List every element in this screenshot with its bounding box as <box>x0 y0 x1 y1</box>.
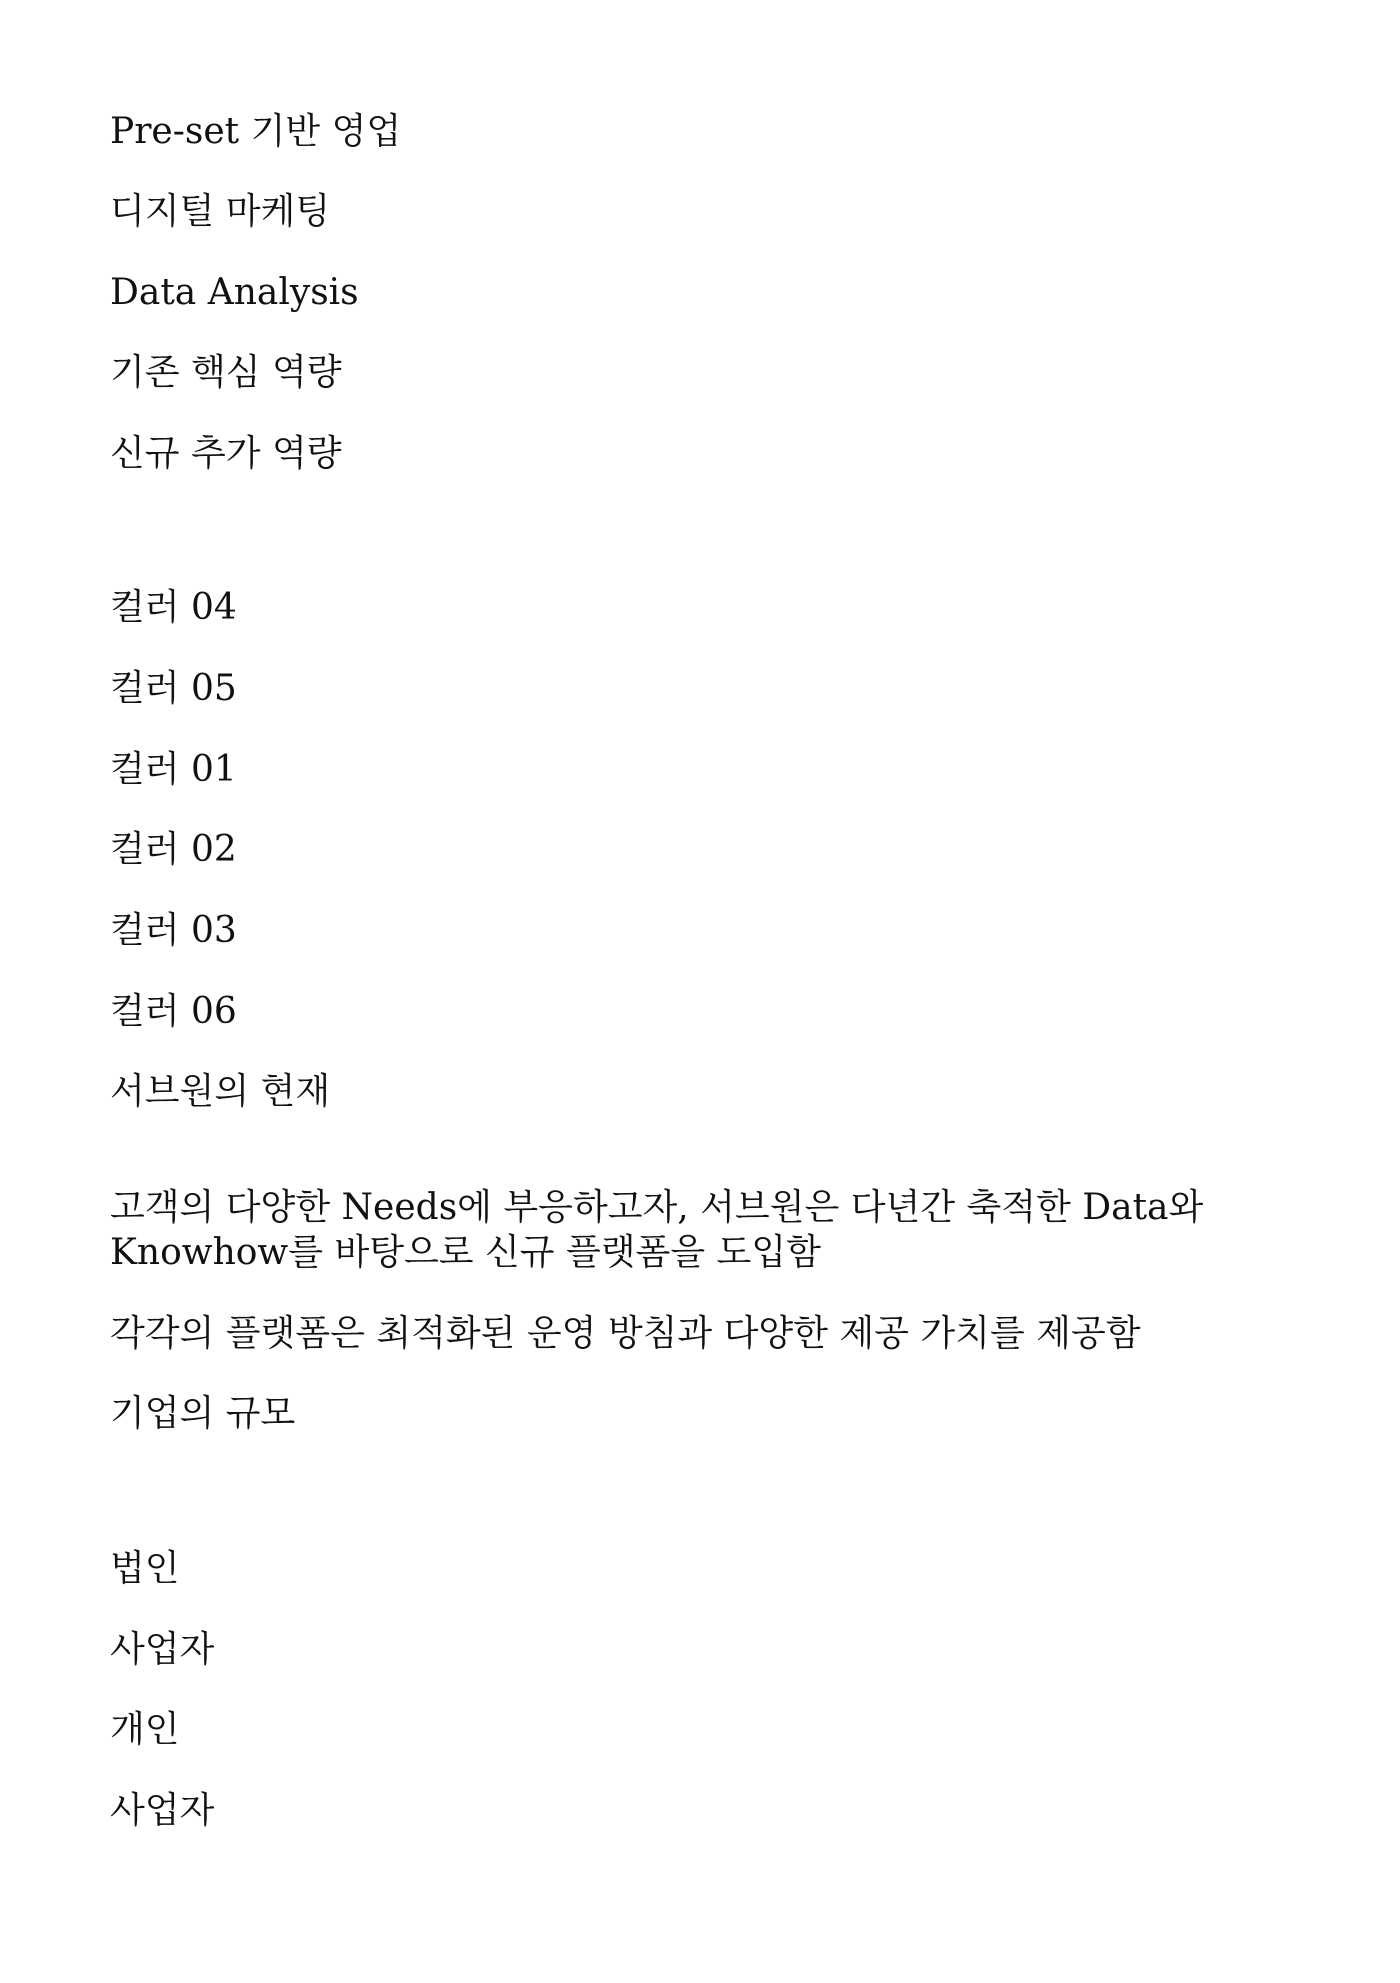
paragraph-platform-values: 각각의 플랫폼은 최적화된 운영 방침과 다양한 제공 가치를 제공함 <box>110 1313 1141 1354</box>
paragraph-needs-line-1: 고객의 다양한 Needs에 부응하고자, 서브원은 다년간 축적한 Data와 <box>110 1187 1204 1228</box>
text-line-color-04: 컬러 04 <box>110 587 237 628</box>
paragraph-needs-line-2: Knowhow를 바탕으로 신규 플랫폼을 도입함 <box>110 1232 821 1273</box>
text-line-company-size: 기업의 규모 <box>110 1393 296 1434</box>
text-line-color-01: 컬러 01 <box>110 749 237 790</box>
text-line-corporation: 법인 <box>110 1548 180 1589</box>
text-line-business-owner-1: 사업자 <box>110 1629 215 1670</box>
text-line-serveone-present: 서브원의 현재 <box>110 1071 331 1112</box>
text-line-color-03: 컬러 03 <box>110 910 237 951</box>
text-line-data-analysis: Data Analysis <box>110 272 359 313</box>
text-line-existing-core-capability: 기존 핵심 역량 <box>110 352 342 393</box>
text-line-preset-sales: Pre-set 기반 영업 <box>110 111 402 152</box>
text-line-business-owner-2: 사업자 <box>110 1790 215 1831</box>
text-line-individual: 개인 <box>110 1709 180 1750</box>
text-line-color-02: 컬러 02 <box>110 829 237 870</box>
text-line-new-added-capability: 신규 추가 역량 <box>110 433 342 474</box>
text-line-color-05: 컬러 05 <box>110 668 237 709</box>
text-line-color-06: 컬러 06 <box>110 991 237 1032</box>
text-line-digital-marketing: 디지털 마케팅 <box>110 191 331 232</box>
